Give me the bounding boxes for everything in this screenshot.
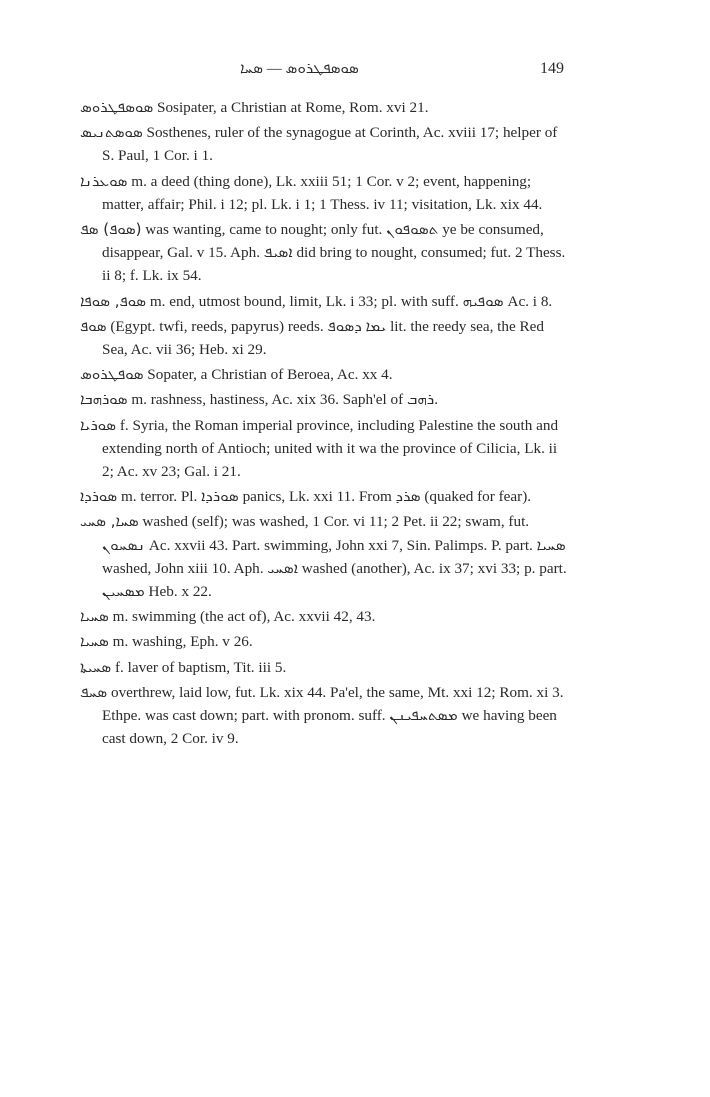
- entry-headword: ܣܚܐ, ܣܚܝ: [80, 512, 139, 531]
- entry-reeds: [80, 315, 570, 361]
- entry-headword: ܣܚܝܐ: [80, 607, 109, 626]
- entry-text: Sosthenes, ruler of the synagogue at Corinth, Ac. xviii 17; helper of S. Paul, 1 Cor. i 1.: [102, 124, 558, 165]
- entry-end: [80, 290, 570, 313]
- entry-text: m. washing, Eph. v 26.: [112, 633, 253, 651]
- entry-text: m. swimming (the act of), Ac. xxvii 42, 43.: [112, 608, 376, 626]
- running-head: ܣܘܣܦܛܪܘܣ — ܣܚܐ: [240, 61, 359, 77]
- entry-syria: [80, 414, 570, 484]
- entry-headword: ܣܚܝܬܐ: [80, 657, 112, 676]
- entry-text: m. rashness, hastiness, Ac. xix 36. Saph'el of ܪܗܒ.: [131, 391, 439, 409]
- entry-terror: [80, 485, 570, 508]
- entry-text: m. terror. Pl. ܣܘܪܕܐ panics, Lk. xxi 11. From ܣܪܕ (quaked for fear).: [120, 488, 532, 506]
- entry-laver: [80, 656, 570, 679]
- entry-text: m. a deed (thing done), Lk. xxiii 51; 1 Cor. v 2; event, happening; matter, affair; Phil. i 12; pl. Lk. i 1; 1 Thess. iv 11; visitation, Lk. xix 44.: [102, 172, 543, 213]
- entry-swimming: [80, 605, 570, 628]
- entry-text: Sosipater, a Christian at Rome, Rom. xvi 21.: [157, 99, 429, 116]
- entry-washing: [80, 630, 570, 653]
- entry-text: was wanting, came to nought; only fut. ܬܣܘܦܘܢ ye be consumed, disappear, Gal. v 15. Aph. ܐܣܝܦ did bring to nought, consumed; fut. 2 Thess. ii 8; f. Lk. ix 54.: [102, 221, 566, 285]
- entry-washed: [80, 510, 570, 603]
- entry-sosipater: [80, 96, 570, 119]
- page-header: [0, 60, 710, 86]
- entry-headword: ܣܘܥܪܢܐ: [80, 171, 128, 190]
- entry-list: [80, 96, 570, 750]
- entry-text: Sopater, a Christian of Beroea, Ac. xx 4.: [147, 366, 393, 384]
- entry-text: m. end, utmost bound, limit, Lk. i 33; pl. with suff. ܣܘܦܝܗ Ac. i 8.: [149, 292, 553, 310]
- entry-headword: ܣܘܦܛܪܘܣ: [80, 365, 144, 384]
- entry-headword: ܣܚܦ: [80, 682, 108, 701]
- entry-sopater: [80, 363, 570, 386]
- entry-deed: [80, 170, 570, 216]
- entry-was-wanting: [80, 218, 570, 288]
- entry-rashness: [80, 388, 570, 411]
- entry-headword: ܣܘܪܗܒܐ: [80, 390, 128, 409]
- entry-headword: ܣܘܣܦܛܪܘܣ: [80, 98, 154, 116]
- entry-text: washed (self); was washed, 1 Cor. vi 11; 2 Pet. ii 22; swam, fut. ܢܣܚܘܢ Ac. xxvii 43. Part. swimming, John xxi 7, Sin. Palimps. P. part. ܣܚܝܐ washed, John xiii 10. Aph. ܐܣܚܝ washed (another), Ac. ix 37; xvi 33; p. part. ܡܣܚܝܢ Heb. x 22.: [102, 513, 567, 601]
- entry-headword: ܣܘܦ: [80, 316, 107, 335]
- entry-headword: ܣܘܪܝܐ: [80, 415, 117, 434]
- entry-headword: ܣܚܝܐ: [80, 632, 109, 651]
- entry-text: overthrew, laid low, fut. Lk. xix 44. Pa'el, the same, Mt. xxi 12; Rom. xi 3. Ethpe. was cast down; part. with pronom. suff. ܡܣܬܚܦܝܢܢ we having been cast down, 2 Cor. iv 9.: [102, 683, 564, 748]
- entry-sosthenes: [80, 121, 570, 167]
- entry-headword: ܣܘܪܕܐ: [80, 487, 118, 506]
- entry-overthrew: [80, 681, 570, 751]
- page-number: 149: [540, 60, 564, 77]
- entry-text: f. laver of baptism, Tit. iii 5.: [114, 658, 287, 676]
- entry-headword: ܣܘܣܬܢܝܣ: [80, 123, 143, 142]
- entry-text: (Egypt. twfi, reeds, papyrus) reeds. ܝܡܐ ܕܣܘܦ lit. the reedy sea, the Red Sea, Ac. vii 36; Heb. xi 29.: [102, 317, 544, 359]
- entry-headword: ܣܘܦ, ܣܘܦܐ: [80, 291, 147, 310]
- entry-text: f. Syria, the Roman imperial province, including Palestine the south and extending north of Antioch; united with it wa the province of Cilicia, Lk. ii 2; Ac. xv 23; Gal. i 21.: [102, 416, 559, 481]
- entry-headword: (ܣܘܦ) ܣܦ: [80, 220, 142, 239]
